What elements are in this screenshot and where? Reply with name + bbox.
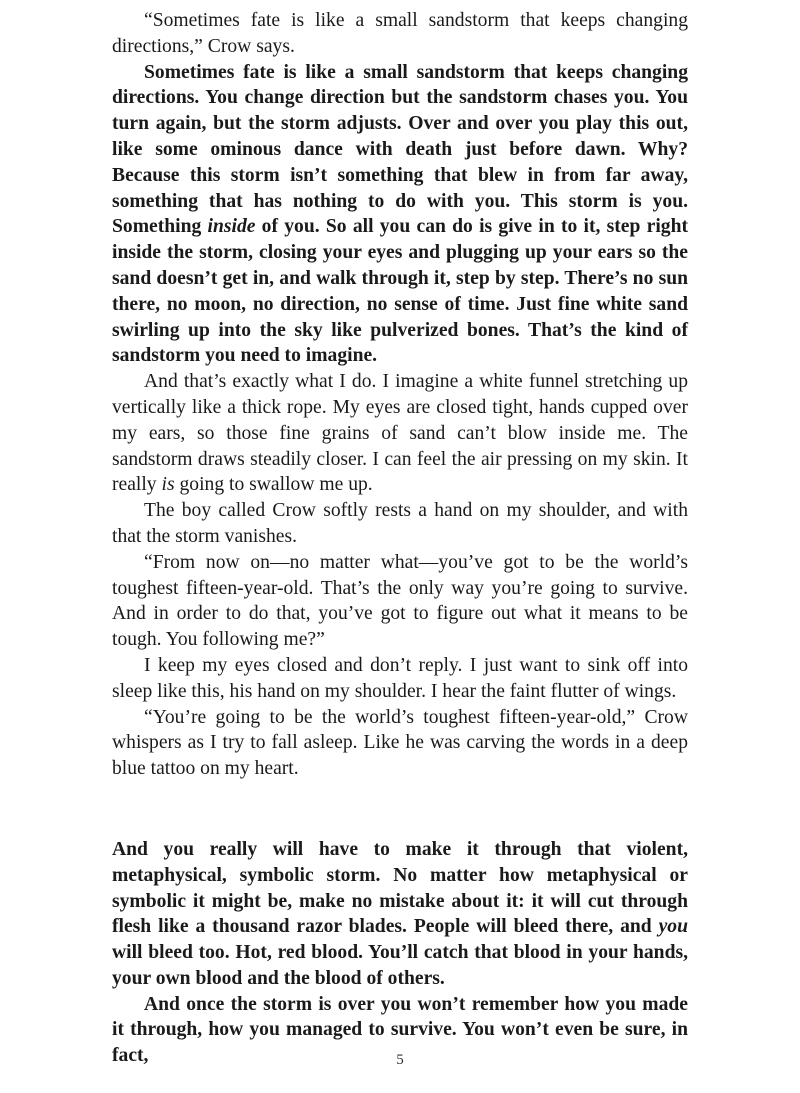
paragraph [112,8,688,60]
text-run: “From now on—no matter what—you’ve got to be the world’s toughest fifteen-year-old. That’s the only way you’re going to survive. And in order to do that, you’ve got to figure out what it means to be tough. You following me?” [112,551,688,651]
text-run: going to swallow me up. [174,474,373,496]
paragraph [112,653,688,705]
text-run: “You’re going to be the world’s toughest fifteen-year-old,” Crow whispers as I try to fall asleep. Like he was carving the words in a deep blue tattoo on my heart. [112,706,688,780]
emphasis-text: inside [207,216,256,238]
section-break [112,782,688,837]
emphasis-text: is [161,474,175,496]
text-section-2 [112,837,688,1069]
text-run: “Sometimes fate is like a small sandstorm that keeps changing directions,” Crow says. [112,10,688,57]
paragraph [112,498,688,550]
paragraph [112,369,688,498]
text-run: And that’s exactly what I do. I imagine a white funnel stretching up vertically like a thick rope. My eyes are closed tight, hands cupped over my ears, so those fine grains of sand can’t blow inside me. The sandstorm draws steadily closer. I can feel the air pressing on my skin. It really [112,371,688,496]
paragraph [112,550,688,653]
text-section-1 [112,8,688,782]
text-run: will bleed too. Hot, red blood. You’ll catch that blood in your hands, your own blood and the blood of others. [112,942,688,989]
text-run: And you really will have to make it through that violent, metaphysical, symbolic storm. No matter how metaphysical or symbolic it might be, make no mistake about it: it will cut through flesh like a thousand razor blades. People will bleed there, and [112,838,688,938]
emphasis-text: you [658,916,688,938]
text-run: Sometimes fate is like a small sandstorm that keeps changing directions. You change direction but the sandstorm chases you. You turn again, but the storm adjusts. Over and over you play this out, like some ominous dance with death just before dawn. Why? Because this storm isn’t something that blew in from far away, something that has nothing to do with you. This storm is you. Something [112,61,688,238]
paragraph [112,60,688,370]
paragraph [112,837,688,992]
text-run: of you. So all you can do is give in to it, step right inside the storm, closing your eyes and plugging up your ears so the sand doesn’t get in, and walk through it, step by step. There’s no sun there, no moon, no direction, no sense of time. Just fine white sand swirling up into the sky like pulverized bones. That’s the kind of sandstorm you need to imagine. [112,216,689,367]
paragraph [112,705,688,782]
text-run: And once the storm is over you won’t remember how you made it through, how you managed to survive. You won’t even be sure, in fact, [112,993,688,1067]
text-run: I keep my eyes closed and don’t reply. I just want to sink off into sleep like this, his hand on my shoulder. I hear the faint flutter of wings. [112,654,688,702]
page-number: 5 [396,1052,404,1068]
text-run: The boy called Crow softly rests a hand on my shoulder, and with that the storm vanishes. [112,500,688,547]
